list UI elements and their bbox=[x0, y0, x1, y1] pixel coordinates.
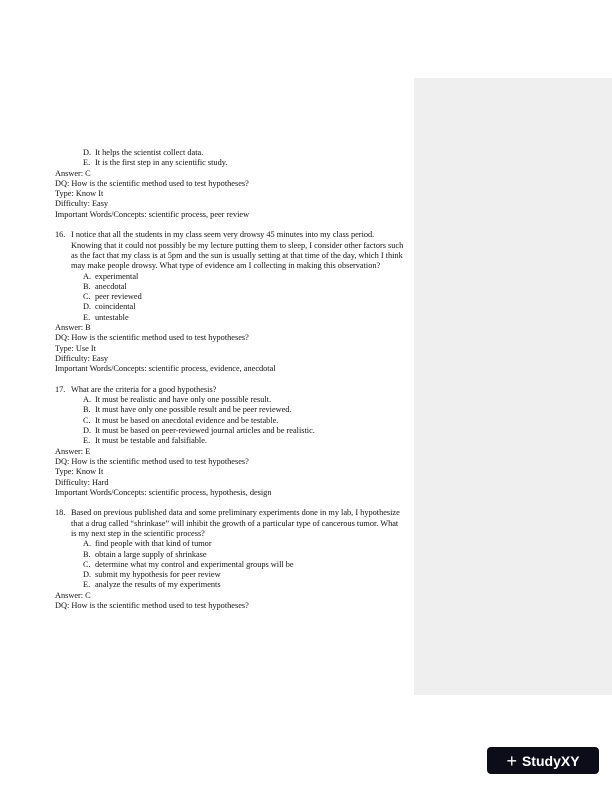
option-c: C. peer reviewed bbox=[83, 292, 142, 302]
dq-line: DQ: How is the scientific method used to test hypotheses? bbox=[55, 456, 249, 466]
option-d: D. coincidental bbox=[83, 302, 136, 312]
type-line: Type: Know It bbox=[55, 467, 104, 477]
type-line: Type: Use It bbox=[55, 343, 96, 353]
question-text: Based on previous published data and some preliminary experiments done in my lab, I hypothesize that a drug called “shrinkase” will inhibit the growth of a particular type of cancerous tumor. What is my next step in the scientific process? bbox=[71, 508, 400, 538]
type-line: Type: Know It bbox=[55, 189, 104, 199]
comment-sidebar bbox=[414, 78, 612, 695]
option-e: E. analyze the results of my experiments bbox=[83, 580, 221, 590]
concepts-line: Important Words/Concepts: scientific process, evidence, anecdotal bbox=[55, 364, 276, 374]
difficulty-line: Difficulty: Easy bbox=[55, 353, 109, 363]
question-text: What are the criteria for a good hypothesis? bbox=[71, 384, 217, 394]
option-a: A. It must be realistic and have only one possible result. bbox=[83, 395, 272, 405]
studyxy-logo[interactable] bbox=[487, 747, 599, 774]
option-d: D. It helps the scientist collect data. bbox=[83, 148, 204, 157]
logo-text: StudyXY bbox=[521, 752, 580, 769]
option-c: C. It must be based on anecdotal evidence and be testable. bbox=[83, 415, 279, 425]
concepts-line: Important Words/Concepts: scientific process, peer review bbox=[55, 209, 250, 219]
question-text: I notice that all the students in my class seem very drowsy 45 minutes into my class period. Knowing that it could not possibly be my lecture putting them to sleep, I consider other factors such as the fact that my class is at 5pm and the sun is usually setting at that time of the day, which I think may make people drowsy. What type of evidence am I collecting in making this observation? bbox=[71, 230, 404, 271]
question-number: 18. bbox=[55, 508, 66, 518]
answer-line: Answer: C bbox=[55, 590, 91, 600]
option-d: D. submit my hypothesis for peer review bbox=[83, 570, 221, 580]
question-16 bbox=[55, 230, 405, 374]
answer-line: Answer: C bbox=[55, 168, 91, 178]
plus-icon: + bbox=[506, 750, 517, 771]
answer-line: Answer: E bbox=[55, 446, 91, 456]
option-b: B. It must have only one possible result and be peer reviewed. bbox=[83, 405, 292, 415]
intro-block bbox=[55, 148, 405, 220]
dq-line: DQ: How is the scientific method used to test hypotheses? bbox=[55, 178, 249, 188]
option-e: E. untestable bbox=[83, 312, 129, 322]
question-number: 16. bbox=[55, 230, 66, 240]
option-c: C. determine what my control and experimental groups will be bbox=[83, 559, 294, 569]
option-e: E. It is the first step in any scientific study. bbox=[83, 158, 228, 168]
concepts-line: Important Words/Concepts: scientific process, hypothesis, design bbox=[55, 487, 272, 497]
difficulty-line: Difficulty: Hard bbox=[55, 477, 109, 487]
question-number: 17. bbox=[55, 384, 66, 394]
option-b: B. anecdotal bbox=[83, 281, 127, 291]
option-d: D. It must be based on peer-reviewed journal articles and be realistic. bbox=[83, 426, 315, 436]
dq-line: DQ: How is the scientific method used to test hypotheses? bbox=[55, 333, 249, 343]
question-17 bbox=[55, 385, 405, 498]
dq-line: DQ: How is the scientific method used to test hypotheses? bbox=[55, 601, 249, 611]
question-18 bbox=[55, 508, 405, 611]
answer-line: Answer: B bbox=[55, 323, 91, 333]
option-b: B. obtain a large supply of shrinkase bbox=[83, 549, 207, 559]
option-a: A. experimental bbox=[83, 271, 139, 281]
difficulty-line: Difficulty: Easy bbox=[55, 199, 109, 209]
option-a: A. find people with that kind of tumor bbox=[83, 539, 212, 549]
option-e: E. It must be testable and falsifiable. bbox=[83, 436, 207, 446]
document-content bbox=[55, 148, 405, 611]
